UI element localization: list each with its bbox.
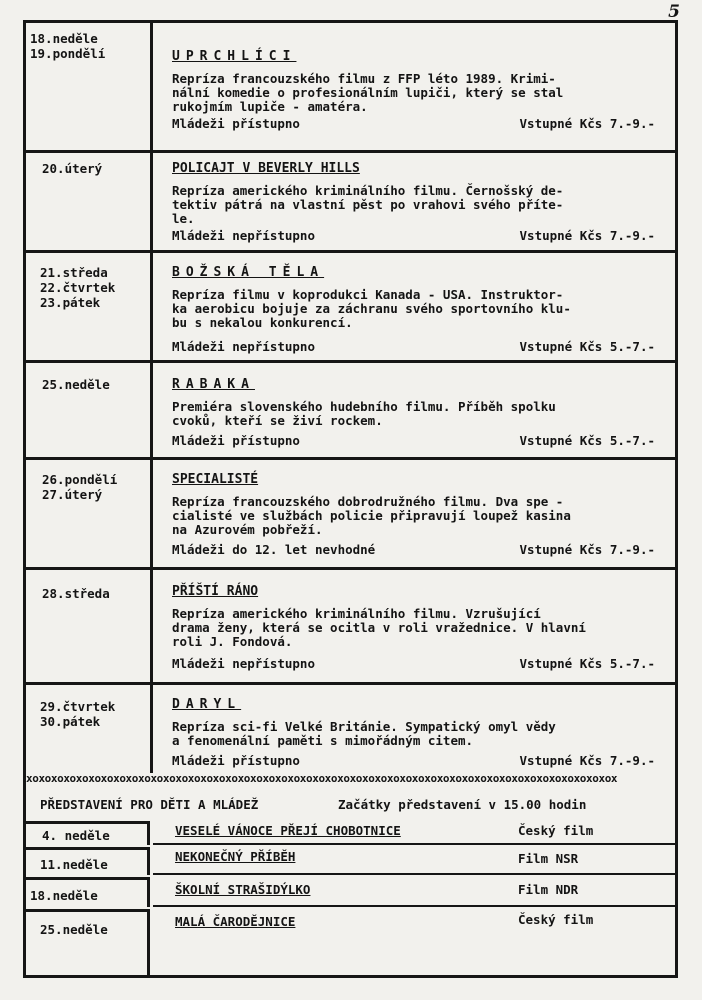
film-entry [172, 49, 667, 131]
children-date-cell [26, 847, 150, 875]
screening-date: 25.neděle [42, 377, 110, 392]
screening-dates [42, 586, 158, 601]
children-date-cell [26, 877, 150, 907]
screening-date: 21.středa [40, 265, 108, 280]
age-rating: Mládeži přístupno [172, 116, 300, 131]
film-title: POLICAJT V BEVERLY HILLS [172, 161, 360, 176]
children-date: 25.neděle [40, 922, 108, 937]
film-entry [172, 377, 667, 448]
ticket-price: Vstupné Kčs 7.-9.- [519, 228, 655, 243]
screening-dates [42, 472, 158, 502]
programme-row [26, 685, 675, 773]
film-description: Repríza amerického kriminálního filmu. Vzrušující drama ženy, která se ocitla v roli vražednice. V hlavní roli J. Fondová. [172, 606, 586, 649]
screening-dates [42, 161, 158, 176]
film-title: UPRCHLÍCI [172, 49, 297, 64]
children-film-origin: Český film [518, 823, 594, 838]
children-film-origin: Film NDR [518, 882, 579, 897]
film-title: BOŽSKÁ TĚLA [172, 265, 325, 280]
film-title: PŘÍŠTÍ RÁNO [172, 584, 259, 599]
children-heading: PŘEDSTAVENÍ PRO DĚTI A MLÁDEŽ [40, 797, 259, 812]
screening-date: 19.pondělí [30, 46, 106, 61]
programme-row [26, 23, 675, 153]
age-rating: Mládeži do 12. let nevhodné [172, 542, 376, 557]
film-title: DARYL [172, 697, 242, 712]
film-description: Repríza francouzského filmu z FFP léto 1989. Krimi- nální komedie o profesionálním lupiči, který se stal rukojmím lupiče - amatéra. [172, 71, 564, 114]
children-date: 4. neděle [42, 828, 110, 843]
children-row-line [153, 873, 675, 875]
screening-date: 18.neděle [30, 31, 98, 46]
film-entry [172, 697, 667, 768]
screening-dates [30, 31, 146, 61]
film-entry [172, 265, 667, 354]
screening-date: 30.pátek [40, 714, 101, 729]
film-entry [172, 472, 667, 557]
film-entry [172, 161, 667, 243]
children-date-cell [26, 909, 150, 978]
screening-dates [42, 377, 158, 392]
programme-frame [23, 20, 678, 978]
screening-date: 23.pátek [40, 295, 101, 310]
film-title: RABAKA [172, 377, 255, 392]
children-date: 18.neděle [30, 888, 98, 903]
screening-date: 20.úterý [42, 161, 103, 176]
film-description: Repríza sci-fi Velké Británie. Sympatický omyl vědy a fenomenální paměti s mimořádným citem. [172, 719, 556, 748]
programme-row [26, 460, 675, 570]
start-time-note: Začátky představení v 15.00 hodin [338, 797, 587, 812]
page-number: 5 [668, 2, 680, 22]
programme-row [26, 153, 675, 253]
children-section-header [40, 797, 667, 812]
screening-date: 29.čtvrtek [40, 699, 116, 714]
age-rating: Mládeži přístupno [172, 433, 300, 448]
children-film-origin: Film NSR [518, 851, 579, 866]
children-film-origin: Český film [518, 912, 594, 927]
screening-date: 22.čtvrtek [40, 280, 116, 295]
film-description: Premiéra slovenského hudebního filmu. Příběh spolku cvoků, kteří se živí rockem. [172, 399, 556, 428]
film-description: Repríza amerického kriminálního filmu. Černošský de- tektiv pátrá na vlastní pěst po vrahovi svého příte- le. [172, 183, 564, 226]
programme-row [26, 363, 675, 460]
ticket-price: Vstupné Kčs 5.-7.- [519, 656, 655, 671]
children-row-line [153, 843, 675, 845]
children-film-title: NEKONEČNÝ PŘÍBĚH [175, 849, 296, 864]
children-row-line [153, 905, 675, 907]
children-film-title: ŠKOLNÍ STRAŠIDÝLKO [175, 882, 311, 897]
age-rating: Mládeži nepřístupno [172, 656, 315, 671]
programme-row [26, 570, 675, 685]
children-date-cell [26, 821, 150, 845]
film-description: Repríza filmu v koprodukci Kanada - USA. Instruktor- ka aerobicu bojuje za záchranu svého sportovního klu- bu s nekalou konkurencí. [172, 287, 571, 330]
children-date: 11.neděle [40, 857, 108, 872]
age-rating: Mládeži nepřístupno [172, 228, 315, 243]
children-film-title: MALÁ ČARODĚJNICE [175, 914, 296, 929]
ticket-price: Vstupné Kčs 5.-7.- [519, 339, 655, 354]
screening-date: 26.pondělí [42, 472, 118, 487]
children-film-title: VESELÉ VÁNOCE PŘEJÍ CHOBOTNICE [175, 823, 401, 838]
programme-row [26, 253, 675, 363]
ticket-price: Vstupné Kčs 7.-9.- [519, 753, 655, 768]
screening-date: 28.středa [42, 586, 110, 601]
ticket-price: Vstupné Kčs 7.-9.- [519, 542, 655, 557]
age-rating: Mládeži nepřístupno [172, 339, 315, 354]
film-title: SPECIALISTÉ [172, 472, 259, 487]
screening-dates [40, 699, 156, 729]
typed-separator: xoxoxoxoxoxoxoxoxoxoxoxoxoxoxoxoxoxoxoxoxoxoxoxoxoxoxoxoxoxoxoxoxoxoxoxoxoxoxoxoxoxoxoxoxoxoxox [26, 773, 618, 785]
screening-dates [40, 265, 156, 310]
ticket-price: Vstupné Kčs 5.-7.- [519, 433, 655, 448]
screening-date: 27.úterý [42, 487, 103, 502]
film-description: Repríza francouzského dobrodružného filmu. Dva spe - cialisté ve službách policie připravují loupež kasina na Azurovém pobřeží. [172, 494, 571, 537]
film-entry [172, 584, 667, 671]
age-rating: Mládeži přístupno [172, 753, 300, 768]
ticket-price: Vstupné Kčs 7.-9.- [519, 116, 655, 131]
